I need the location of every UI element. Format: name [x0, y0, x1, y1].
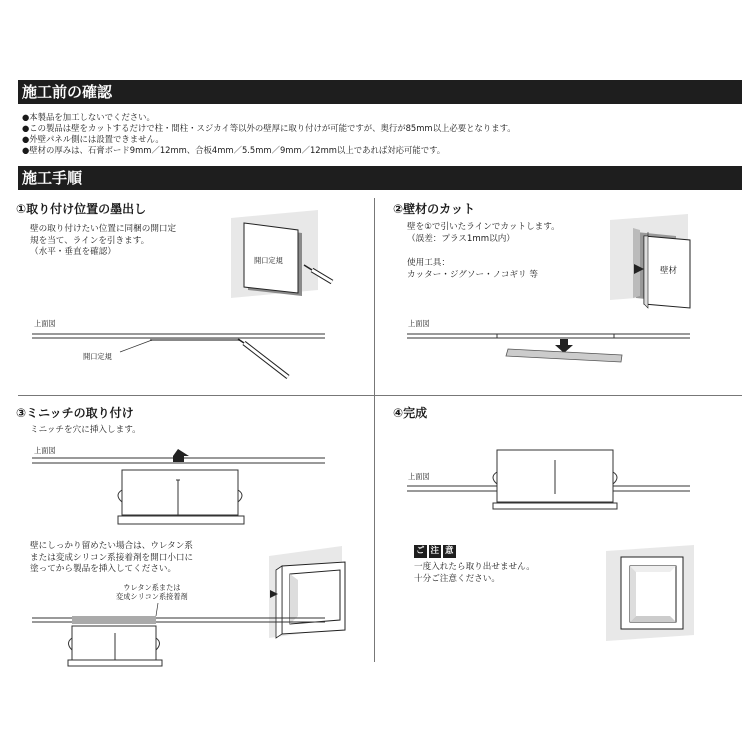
step3-text: ミニッチを穴に挿入します。 [30, 425, 141, 435]
pre-check-header: 施工前の確認 [18, 80, 742, 104]
procedure-header: 施工手順 [18, 166, 742, 190]
step1-text-line-3: （水平・垂直を確認） [30, 247, 116, 257]
step3-topview-label: 上面図 [34, 446, 56, 455]
caution-badge [414, 545, 458, 558]
caution-text-line-1: 一度入れたら取り出せません。 [414, 562, 535, 572]
step4-topview-label: 上面図 [408, 472, 430, 481]
note-2: ●この製品は壁をカットするだけで柱・間柱・スジカイ等以外の壁厚に取り付けが可能ですが、奥行が85mm以上必要となります。 [22, 123, 516, 133]
step4-finished-figure [606, 545, 694, 641]
step1-title: ①取り付け位置の墨出し [16, 202, 147, 216]
step3-adhesive-text-line-1: 壁にしっかり留めたい場合は、ウレタン系 [30, 541, 193, 551]
step2-tools [407, 258, 538, 281]
step3-adhesive-label [116, 583, 188, 601]
step4-title: ④完成 [393, 406, 428, 420]
note-4: ●壁材の厚みは、石膏ボード9mm／12mm、合板4mm／5.5mm／9mm／12mm以上であれば対応可能です。 [22, 145, 446, 155]
caution-text [414, 562, 535, 585]
step1-text-line-1: 壁の取り付けたい位置に同梱の開口定 [30, 224, 177, 234]
caution-text-line-2: 十分ご注意ください。 [414, 573, 500, 584]
step2-text-line-1: 壁を①で引いたラインでカットします。 [407, 222, 560, 232]
step3-title: ③ミニッチの取り付け [16, 406, 134, 420]
step3-adhesive-text [30, 541, 193, 576]
step2-panel-label: 壁材 [660, 266, 678, 276]
step3-adhesive-text-line-3: 塗ってから製品を挿入してください。 [30, 564, 177, 574]
step3-niche-figure [269, 546, 345, 638]
caution-char-2: 注 [430, 546, 440, 556]
step2-topview-label: 上面図 [408, 319, 430, 328]
step3-topview-figure [32, 449, 325, 524]
step2-text [407, 222, 560, 245]
step2-tools-label: 使用工具： [407, 258, 450, 268]
step2-wall-figure [610, 214, 690, 308]
step1-topview-figure [32, 334, 325, 377]
step1-wall-figure [231, 210, 332, 298]
step3-adhesive-text-line-2: または変成シリコン系接着剤を開口小口に [30, 552, 194, 563]
note-1: ●本製品を加工しないでください。 [22, 112, 155, 122]
step2-title: ②壁材のカット [393, 202, 476, 216]
step2-topview-figure [407, 334, 690, 362]
step3-adhesive-label-line-2: 変成シリコン系接着剤 [116, 592, 188, 601]
step4-topview-figure [407, 450, 690, 509]
step2-text-line-2: （誤差：プラス1mm以内） [407, 233, 515, 244]
note-3: ●外壁パネル側には設置できません。 [22, 134, 164, 144]
step1-template-label-topview: 開口定規 [83, 352, 112, 361]
caution-char-3: 意 [445, 546, 454, 556]
step1-text [30, 224, 176, 259]
step3-adhesive-label-line-1: ウレタン系または [123, 583, 181, 592]
caution-char-1: ご [416, 546, 425, 556]
step1-text-line-2: 規を当て、ラインを引きます。 [30, 235, 150, 246]
step1-topview-label: 上面図 [34, 319, 56, 328]
step2-tools-list: カッター・ジグソー・ノコギリ 等 [407, 269, 538, 280]
step1-template-label: 開口定規 [254, 256, 283, 265]
